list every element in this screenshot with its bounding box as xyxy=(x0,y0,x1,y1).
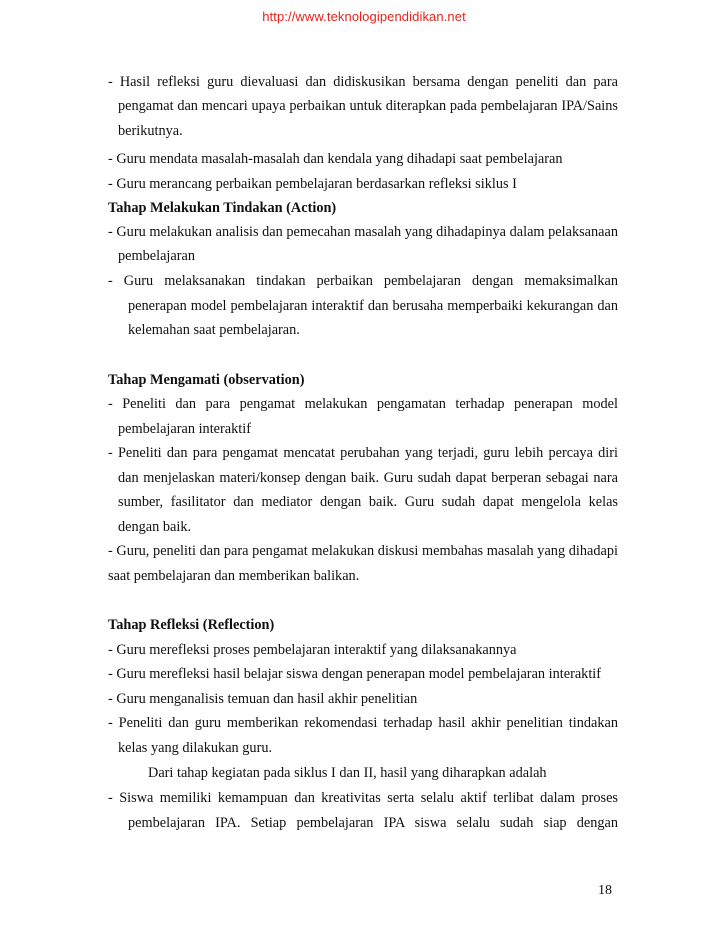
text-line: - Guru menganalisis temuan dan hasil akhir penelitian xyxy=(108,691,418,707)
text-line: - Guru merefleksi hasil belajar siswa dengan penerapan model pembelajaran interaktif xyxy=(108,666,602,682)
text-line: - Peneliti dan guru memberikan rekomendasi terhadap hasil akhir penelitian tindakan xyxy=(108,715,618,731)
section-heading-reflection: Tahap Refleksi (Reflection) xyxy=(108,617,275,633)
text-line: - Guru melaksanakan tindakan perbaikan pembelajaran dengan memaksimalkan xyxy=(108,273,618,289)
text-line: berikutnya. xyxy=(118,123,183,139)
text-line: - Peneliti dan para pengamat mencatat perubahan yang terjadi, guru lebih percaya diri xyxy=(108,445,618,461)
section-heading-observation: Tahap Mengamati (observation) xyxy=(108,372,305,388)
text-line: dengan baik. xyxy=(118,519,192,535)
text-line: kelas yang dilakukan guru. xyxy=(118,740,273,756)
text-line: - Guru merefleksi proses pembelajaran interaktif yang dilaksanakannya xyxy=(108,642,517,658)
text-line: saat pembelajaran dan memberikan balikan. xyxy=(108,568,360,584)
text-line: pembelajaran IPA. Setiap pembelajaran IPA siswa selalu sudah siap dengan xyxy=(128,815,618,831)
text-line: - Guru merancang perbaikan pembelajaran berdasarkan refleksi siklus I xyxy=(108,176,517,192)
section-heading-action: Tahap Melakukan Tindakan (Action) xyxy=(108,200,337,216)
text-line: - Guru melakukan analisis dan pemecahan masalah yang dihadapinya dalam pelaksanaan xyxy=(108,224,618,240)
text-line: - Peneliti dan para pengamat melakukan pengamatan terhadap penerapan model xyxy=(108,396,618,412)
text-line: kelemahan saat pembelajaran. xyxy=(128,322,300,338)
text-line: - Guru mendata masalah-masalah dan kendala yang dihadapi saat pembelajaran xyxy=(108,151,563,167)
text-line: - Siswa memiliki kemampuan dan kreativitas serta selalu aktif terlibat dalam proses xyxy=(108,790,618,806)
text-line: Dari tahap kegiatan pada siklus I dan II, hasil yang diharapkan adalah xyxy=(148,765,547,781)
text-line: sumber, fasilitator dan mediator dengan baik. Guru sudah dapat mengelola kelas xyxy=(118,494,618,510)
text-line: - Guru, peneliti dan para pengamat melakukan diskusi membahas masalah yang dihadapi xyxy=(108,543,618,559)
text-line: - Hasil refleksi guru dievaluasi dan didiskusikan bersama dengan peneliti dan para xyxy=(108,74,618,90)
text-line: dan menjelaskan materi/konsep dengan baik. Guru sudah dapat berperan sebagai nara xyxy=(118,470,618,486)
text-line: pengamat dan mencari upaya perbaikan untuk diterapkan pada pembelajaran IPA/Sains xyxy=(118,98,618,114)
text-line: penerapan model pembelajaran interaktif dan berusaha memperbaiki kekurangan dan xyxy=(128,298,618,314)
text-line: pembelajaran interaktif xyxy=(118,421,251,437)
text-line: pembelajaran xyxy=(118,248,195,264)
page-number: 18 xyxy=(598,883,612,898)
header-url[interactable]: http://www.teknologipendidikan.net xyxy=(262,9,466,24)
